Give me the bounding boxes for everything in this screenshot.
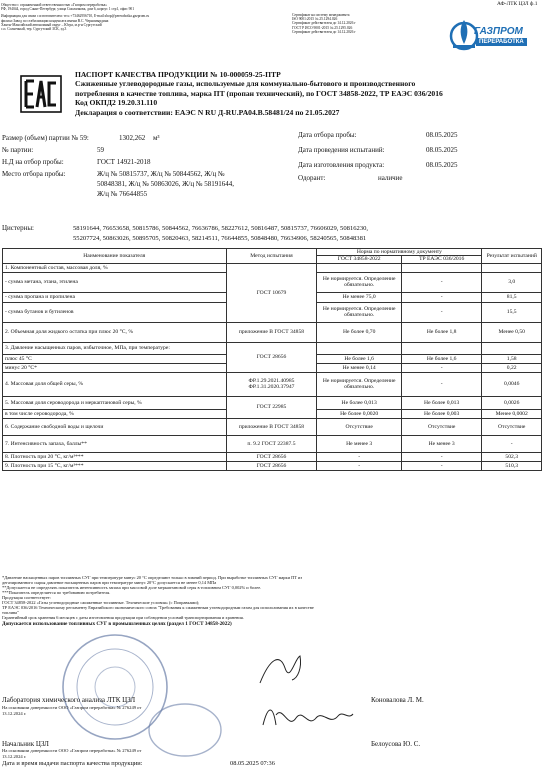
cell-result [482,342,542,354]
cell-gost: Не нормируется. Определение обязательно. [317,272,402,292]
cell-method: ГОСТ 28656 [226,342,317,372]
place-label: Место отбора пробы: [2,170,66,178]
cell-name: 8. Плотность при 20 °С, кг/м³*** [3,452,227,461]
cert-line: Сертификат на систему менеджмента [292,13,350,17]
cert-line: ISO 9001:2015 № 25.1294.026 [292,17,338,22]
footnotes [2,575,542,627]
cell-tr [401,263,481,272]
cell-method: ГОСТ 10679 [226,263,317,322]
cell-gost: Не более 0,013 [317,396,402,409]
note-line: *Давление насыщенных паров топливных СУГ при температуре минус 20 °С определяют только в зимний период. При выработке топливных СУГ марки ПТ из [2,575,303,580]
cell-method: ФР.1.29.2021.40985 ФР.1.31.2020.37947 [226,372,317,396]
batch-value: 59 [97,146,104,154]
table-row [3,372,542,396]
cell-result: 0,22 [482,363,542,372]
cell-result: 502,3 [482,452,542,461]
tanks-label: Цистерны: [2,224,34,232]
cell-tr: Отсутствие [401,418,481,435]
cell-name: 5. Массовая доля сероводорода и меркаптановой серы, % [3,396,227,409]
cell-name: 1. Компонентный состав, массовая доля, % [3,263,227,272]
head-label: Начальник ЦЗЛ [2,740,49,748]
cell-result [482,263,542,272]
cert-line: ГОСТ Р ИСО 9001-2015 № 25.1295.026 [292,25,353,30]
cell-tr: Не более 1,8 [401,322,481,342]
cell-tr: - [401,372,481,396]
cell-result: Менее 0,0002 [482,409,542,418]
logo-subtext: ПЕРЕРАБОТКА [476,38,527,46]
header-result: Результат испытаний [482,249,542,264]
table-row [3,322,542,342]
cell-gost: - [317,452,402,461]
cell-method: ГОСТ 22985 [226,396,317,418]
table-row [3,418,542,435]
cell-name: в том числе сероводорода, % [3,409,227,418]
passport-title [75,70,535,117]
table-row [3,452,542,461]
cell-name: - сумма бутанов и бутиленов [3,302,227,322]
table-row [3,435,542,452]
cell-result: 3,0 [482,272,542,292]
header-norm: Норма по нормативному документу [317,249,482,256]
header-method: Метод испытания [226,249,317,264]
size-unit: м³ [153,134,160,142]
lab-date: 13.12.2024 г. [2,711,27,716]
cell-method: п. 9.2 ГОСТ 22387.5 [226,435,317,452]
batch-label: № партии: [2,146,34,154]
certificate-info [292,13,442,34]
cell-method: приложение В ГОСТ 34858 [226,418,317,435]
date-make-value: 08.05.2025 [426,161,458,169]
oval-stamp-icon [145,700,225,760]
cell-name: - сумма метана, этана, этилена [3,272,227,292]
cell-name: минус 20 °С* [3,363,227,372]
cell-gost: Не нормируется. Определение обязательно. [317,302,402,322]
cell-gost: Не более 0,70 [317,322,402,342]
cell-gost: Не нормируется. Определение обязательно. [317,372,402,396]
cell-gost: Не менее 3 [317,435,402,452]
place-value: 50848381, Ж/ц № 50863026, Ж/ц № 58191644, [97,180,235,188]
cell-tr: - [401,452,481,461]
cert-line: Сертификат действителен до 14.12.2026 г [292,21,356,26]
signature-konovalova-icon [240,648,330,688]
cell-method: ГОСТ 28656 [226,461,317,470]
cell-gost [317,342,402,354]
table-header-row [3,249,542,256]
note-line: Гарантийный срок хранения 6 месяцев с даты изготовления продукции при соблюдении условий транспортирования и хранения. [2,615,244,620]
cell-tr [401,342,481,354]
cell-gost: Не менее 0,14 [317,363,402,372]
company-line: филиал Завод по стабилизации конденсата имени В.С. Черномырдина [1,18,109,23]
cell-gost: Не более 1,6 [317,354,402,363]
size-value: 1302,262 [119,134,146,142]
tanks-list: 58191644, 76653658, 50815786, 50844562, 76636786, 58227612, 50816487, 50815737, 76606029, 50816230, [73,225,369,232]
cell-gost: Отсутствие [317,418,402,435]
cell-tr: - [401,363,481,372]
cell-name: плюс 45 °С [3,354,227,363]
cell-method: ГОСТ 28656 [226,452,317,461]
header-tr: ТР ЕАЭС 036/2016 [401,256,481,263]
lab-name: Коновалова Л. М. [371,696,424,704]
head-date: 13.12.2024 г. [2,754,27,759]
note-line: топлива" [2,610,19,615]
company-line: с.п. Солнечный, тер. Сургутский ЗСК, зд.3 [1,27,67,32]
eac-icon [20,75,62,113]
cell-name: 7. Интенсивность запаха, баллы** [3,435,227,452]
cell-result: - [482,435,542,452]
quality-table [2,248,542,471]
cell-gost: Не более 0,0020 [317,409,402,418]
logo-text: ГАЗПРОМ [474,26,523,37]
cell-gost: - [317,461,402,470]
title-line: ПАСПОРТ КАЧЕСТВА ПРОДУКЦИИ № 10-000059-25-ПТР [75,70,281,79]
table-row [3,263,542,272]
nd-value: ГОСТ 14921-2018 [97,158,151,166]
odor-value: наличие [378,174,403,182]
size-label: Размер (объем) партии № 59: [2,134,89,142]
cell-name: 4. Массовая доля общей серы, % [3,372,227,396]
cell-gost [317,263,402,272]
lab-basis: На основании доверенности ООО «Газпром переработка» № 276249 от [2,705,142,710]
issue-value: 08.05.2025 07:36 [230,760,275,767]
cell-tr: Не более 0,013 [401,396,481,409]
cell-result: 0,0026 [482,396,542,409]
cell-tr: - [401,461,481,470]
title-line: Декларация о соответствии: ЕАЭС N RU Д-RU.PA04.B.58481/24 по 21.05.2027 [75,107,340,117]
signature-belousova-icon [258,700,358,735]
header-name: Наименование показателя [3,249,227,264]
cell-name: 6. Содержание свободной воды и щелочи [3,418,227,435]
cell-result: 15,5 [482,302,542,322]
date-sample-value: 08.05.2025 [426,131,458,139]
cell-result: 0,0046 [482,372,542,396]
note-line: ГОСТ 34858-2022 «Газы углеводородные сжиженные топливные. Технические условия» (с Поправками); [2,600,200,605]
table-row [3,461,542,470]
cell-name: 3. Давление насыщенных паров, избыточное, МПа, при температуре: [3,342,227,354]
cell-tr: - [401,272,481,292]
head-basis: На основании доверенности ООО «Газпром переработка» № 276249 от [2,748,142,753]
company-line: Информация для связи с изготовителем: тел.:+73462956710, E-mail:sbop@pererabotka.gazprom.ru [1,14,150,19]
note-line: ТР ЕАЭС 036/2016 Техническому регламенту Евразийского экономического союза "Требования к сжиженным углеводородным газам для использования их в качестве [2,605,314,610]
head-name: Белоусова Ю. С. [371,740,421,748]
cell-result: 1,58 [482,354,542,363]
note-line: Допускается использование топливных СУГ в промышленных целях (раздел 1 ГОСТ 34858-2022) [2,621,232,627]
nd-label: Н.Д на отбор пробы: [2,158,64,166]
tanks-list: 55207724, 50863026, 50895705, 50820463, 58214511, 76644855, 50848480, 76634906, 58240565, 50848381 [73,235,367,242]
gazprom-logo [448,10,538,65]
document-code: АФ-ЛТК ЦЗЛ ф.1 [497,1,538,7]
place-value: Ж/ц № 50815737, Ж/ц № 50844562, Ж/ц № [97,170,225,178]
cell-result: 510,3 [482,461,542,470]
place-value: Ж/ц № 76644855 [97,190,148,198]
title-line: Сжиженные углеводородные газы, используемые для коммунально-бытового и производственного [75,79,416,89]
title-line: потребления в качестве топлива, марка ПТ (пропан технический), по ГОСТ 34858-2022, ТР ЕАЭС 036/2016 [75,88,443,98]
table-row [3,396,542,409]
cell-method: приложение В ГОСТ 34858 [226,322,317,342]
issue-label: Дата и время выдачи паспорта качества продукции: [2,760,143,767]
cell-tr: - [401,302,481,322]
cert-line: Сертификат действителен до 14.12.2026 г [292,29,356,34]
cell-tr: Не более 0,003 [401,409,481,418]
company-line: РФ, 194044, город Санкт-Петербург, улица Смолячкова, дом 6, корпус 1 стр1, офис 901 [1,7,135,12]
table-row [3,342,542,354]
date-test-label: Дата проведения испытаний: [298,146,385,154]
company-header [1,3,301,31]
company-line: Ханты-Мансийский автономный округ – Югра, м.р-н Сургутский [1,22,102,27]
date-make-label: Дата изготовления продукта: [298,161,385,169]
cell-tr: - [401,292,481,302]
cell-name: 9. Плотность при 15 °С, кг/м³*** [3,461,227,470]
lab-label: Лаборатория химического анализа ЛТК ЦЗЛ [2,696,136,704]
title-line: Код ОКПД2 19.20.31.110 [75,98,158,108]
cell-result: Отсутствие [482,418,542,435]
note-line: ***Показатель определяется по требованию потребителя. [2,590,111,595]
note-line: **Допускается не определять показатель интенсивность запаха при массовой доле меркаптановой серы в топливном СУГ 0,002% и более. [2,585,262,590]
cell-gost: Не менее 75,0 [317,292,402,302]
company-line: Общество с ограниченной ответственностью «Газпром переработка» [1,3,107,7]
odor-label: Одорант: [298,174,326,182]
cell-result: 81,5 [482,292,542,302]
cell-name: - сумма пропана и пропилена [3,292,227,302]
date-sample-label: Дата отбора пробы: [298,131,357,139]
cell-name: 2. Объемная доля жидкого остатка при плюс 20 °С, % [3,322,227,342]
cell-tr: Не менее 3 [401,435,481,452]
cell-result: Менее 0,50 [482,322,542,342]
header-gost: ГОСТ 34858-2022 [317,256,402,263]
date-test-value: 08.05.2025 [426,146,458,154]
cell-tr: Не более 1,6 [401,354,481,363]
eac-mark [20,75,62,113]
note-line: Продукция соответствует: [2,595,51,600]
note-line: дегазированного сырья давление насыщенных паров при температуре минус 20°С допускается не менее 0,14 МПа [2,580,217,585]
